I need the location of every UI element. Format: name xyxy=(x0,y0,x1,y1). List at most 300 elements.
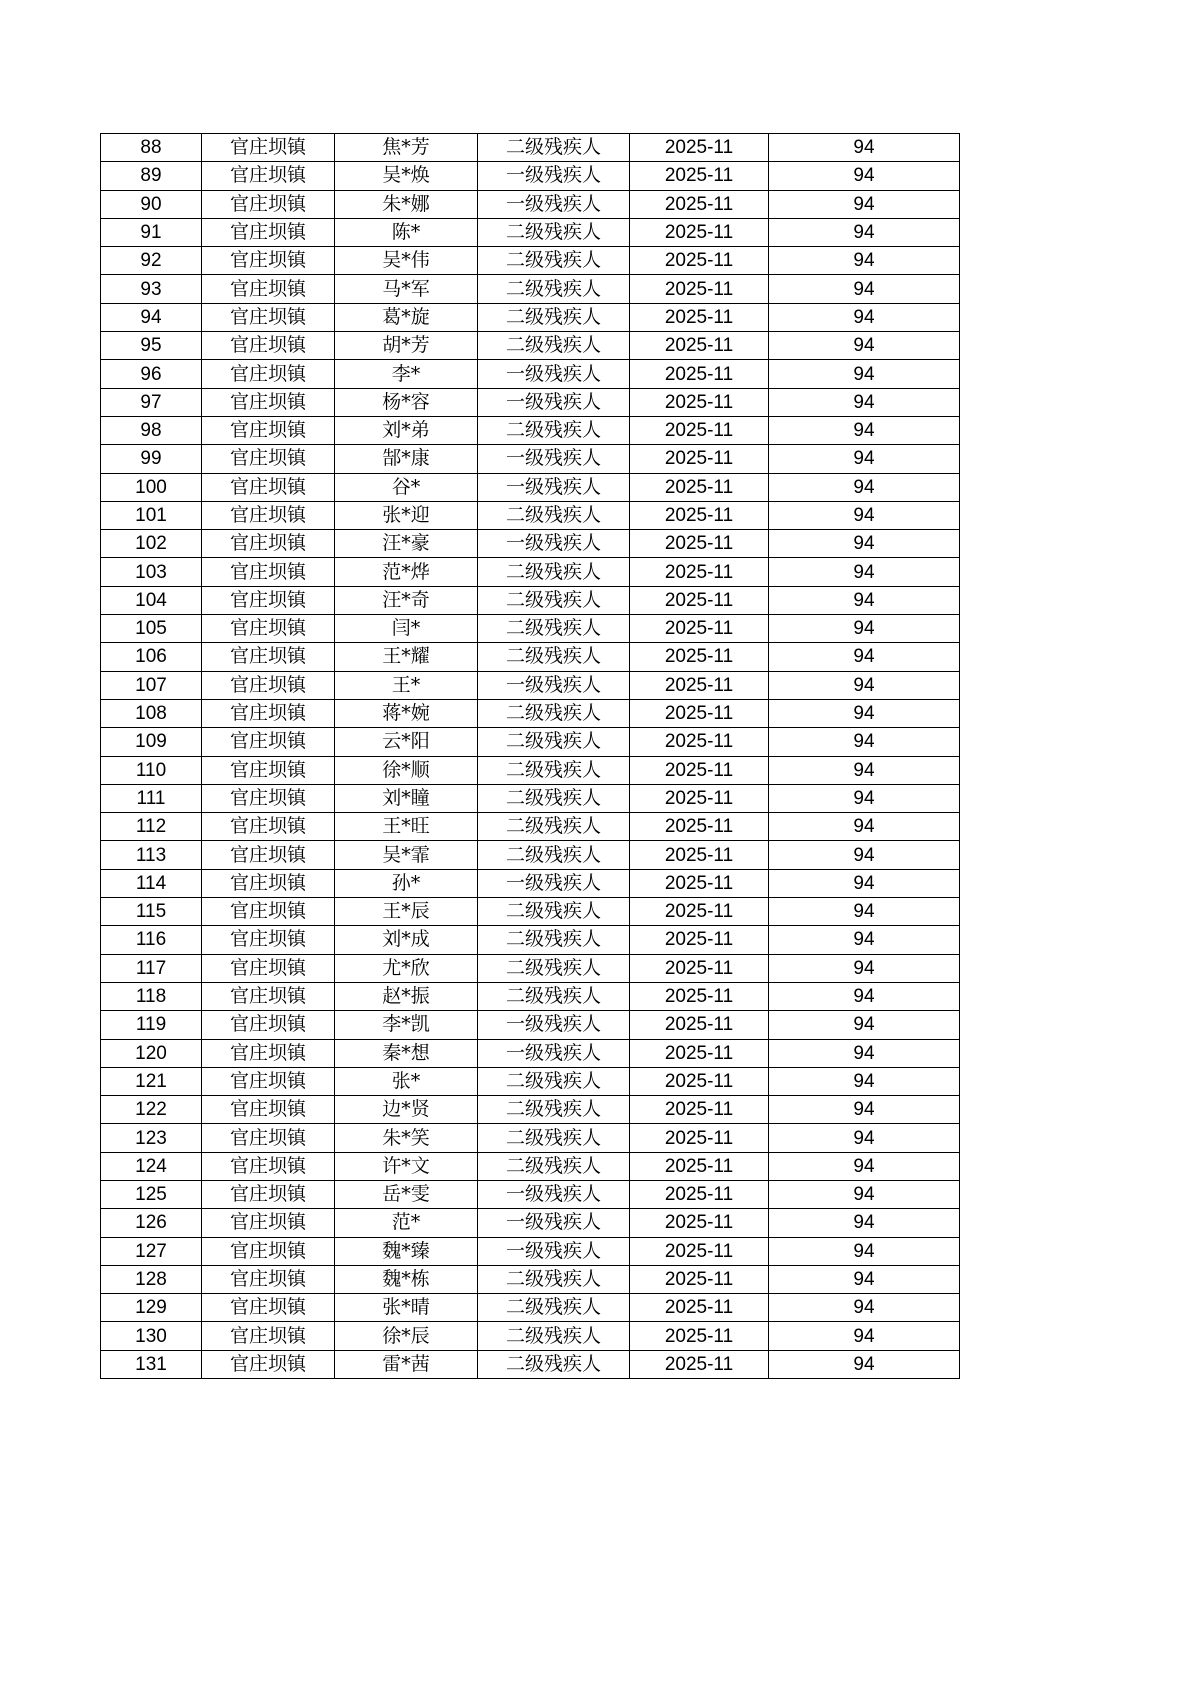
cell-disability-level: 二级残疾人 xyxy=(478,416,630,444)
cell-town: 官庄坝镇 xyxy=(202,162,335,190)
table-row xyxy=(101,926,960,954)
table-row xyxy=(101,218,960,246)
cell-town: 官庄坝镇 xyxy=(202,360,335,388)
cell-town: 官庄坝镇 xyxy=(202,1265,335,1293)
cell-disability-level: 二级残疾人 xyxy=(478,134,630,162)
cell-amount: 94 xyxy=(769,303,960,331)
cell-town: 官庄坝镇 xyxy=(202,926,335,954)
cell-serial-number: 99 xyxy=(101,445,202,473)
cell-amount: 94 xyxy=(769,558,960,586)
cell-serial-number: 111 xyxy=(101,784,202,812)
cell-month: 2025-11 xyxy=(630,501,769,529)
cell-person-name: 陈* xyxy=(335,218,478,246)
cell-serial-number: 102 xyxy=(101,530,202,558)
cell-person-name: 徐*辰 xyxy=(335,1322,478,1350)
cell-serial-number: 131 xyxy=(101,1350,202,1378)
cell-amount: 94 xyxy=(769,898,960,926)
cell-person-name: 王*耀 xyxy=(335,643,478,671)
cell-amount: 94 xyxy=(769,671,960,699)
cell-serial-number: 98 xyxy=(101,416,202,444)
table-row xyxy=(101,162,960,190)
cell-serial-number: 127 xyxy=(101,1237,202,1265)
cell-amount: 94 xyxy=(769,445,960,473)
cell-person-name: 魏*臻 xyxy=(335,1237,478,1265)
cell-disability-level: 一级残疾人 xyxy=(478,1209,630,1237)
cell-town: 官庄坝镇 xyxy=(202,1152,335,1180)
cell-month: 2025-11 xyxy=(630,982,769,1010)
cell-month: 2025-11 xyxy=(630,445,769,473)
cell-month: 2025-11 xyxy=(630,1350,769,1378)
cell-disability-level: 二级残疾人 xyxy=(478,1294,630,1322)
table-row xyxy=(101,388,960,416)
cell-serial-number: 104 xyxy=(101,586,202,614)
table-row xyxy=(101,586,960,614)
cell-person-name: 范* xyxy=(335,1209,478,1237)
table-row xyxy=(101,1011,960,1039)
cell-town: 官庄坝镇 xyxy=(202,784,335,812)
cell-person-name: 孙* xyxy=(335,869,478,897)
cell-person-name: 徐*顺 xyxy=(335,756,478,784)
cell-amount: 94 xyxy=(769,134,960,162)
cell-serial-number: 129 xyxy=(101,1294,202,1322)
cell-month: 2025-11 xyxy=(630,360,769,388)
cell-person-name: 李*凯 xyxy=(335,1011,478,1039)
table-row xyxy=(101,898,960,926)
cell-person-name: 赵*振 xyxy=(335,982,478,1010)
cell-person-name: 葛*旋 xyxy=(335,303,478,331)
cell-serial-number: 105 xyxy=(101,615,202,643)
cell-disability-level: 二级残疾人 xyxy=(478,275,630,303)
cell-month: 2025-11 xyxy=(630,134,769,162)
cell-disability-level: 二级残疾人 xyxy=(478,699,630,727)
cell-amount: 94 xyxy=(769,643,960,671)
table-row xyxy=(101,841,960,869)
cell-month: 2025-11 xyxy=(630,1294,769,1322)
cell-month: 2025-11 xyxy=(630,728,769,756)
cell-amount: 94 xyxy=(769,332,960,360)
table-row xyxy=(101,558,960,586)
cell-amount: 94 xyxy=(769,473,960,501)
subsidy-table xyxy=(100,133,960,1379)
cell-disability-level: 二级残疾人 xyxy=(478,784,630,812)
cell-person-name: 王*辰 xyxy=(335,898,478,926)
cell-amount: 94 xyxy=(769,728,960,756)
cell-month: 2025-11 xyxy=(630,954,769,982)
cell-disability-level: 一级残疾人 xyxy=(478,1011,630,1039)
cell-month: 2025-11 xyxy=(630,784,769,812)
cell-disability-level: 二级残疾人 xyxy=(478,1152,630,1180)
cell-person-name: 王* xyxy=(335,671,478,699)
cell-amount: 94 xyxy=(769,1124,960,1152)
cell-disability-level: 二级残疾人 xyxy=(478,558,630,586)
cell-person-name: 朱*娜 xyxy=(335,190,478,218)
cell-month: 2025-11 xyxy=(630,558,769,586)
cell-town: 官庄坝镇 xyxy=(202,445,335,473)
cell-disability-level: 二级残疾人 xyxy=(478,954,630,982)
cell-serial-number: 120 xyxy=(101,1039,202,1067)
cell-person-name: 胡*芳 xyxy=(335,332,478,360)
cell-person-name: 魏*栋 xyxy=(335,1265,478,1293)
cell-town: 官庄坝镇 xyxy=(202,615,335,643)
cell-town: 官庄坝镇 xyxy=(202,473,335,501)
cell-amount: 94 xyxy=(769,501,960,529)
cell-month: 2025-11 xyxy=(630,1124,769,1152)
cell-amount: 94 xyxy=(769,416,960,444)
cell-disability-level: 一级残疾人 xyxy=(478,671,630,699)
cell-person-name: 朱*笑 xyxy=(335,1124,478,1152)
cell-person-name: 马*军 xyxy=(335,275,478,303)
table-row xyxy=(101,1096,960,1124)
cell-person-name: 秦*想 xyxy=(335,1039,478,1067)
cell-serial-number: 117 xyxy=(101,954,202,982)
table-row xyxy=(101,671,960,699)
cell-amount: 94 xyxy=(769,1209,960,1237)
cell-month: 2025-11 xyxy=(630,1322,769,1350)
cell-month: 2025-11 xyxy=(630,1152,769,1180)
table-row xyxy=(101,954,960,982)
cell-amount: 94 xyxy=(769,1265,960,1293)
cell-serial-number: 122 xyxy=(101,1096,202,1124)
cell-amount: 94 xyxy=(769,218,960,246)
cell-amount: 94 xyxy=(769,247,960,275)
cell-town: 官庄坝镇 xyxy=(202,671,335,699)
cell-person-name: 谷* xyxy=(335,473,478,501)
cell-disability-level: 二级残疾人 xyxy=(478,1350,630,1378)
cell-amount: 94 xyxy=(769,586,960,614)
cell-month: 2025-11 xyxy=(630,247,769,275)
cell-serial-number: 128 xyxy=(101,1265,202,1293)
table-row xyxy=(101,445,960,473)
cell-disability-level: 一级残疾人 xyxy=(478,162,630,190)
table-row xyxy=(101,728,960,756)
cell-month: 2025-11 xyxy=(630,530,769,558)
table-row xyxy=(101,1237,960,1265)
cell-person-name: 郜*康 xyxy=(335,445,478,473)
cell-month: 2025-11 xyxy=(630,615,769,643)
cell-serial-number: 126 xyxy=(101,1209,202,1237)
cell-serial-number: 121 xyxy=(101,1067,202,1095)
cell-amount: 94 xyxy=(769,1096,960,1124)
cell-serial-number: 112 xyxy=(101,813,202,841)
cell-month: 2025-11 xyxy=(630,388,769,416)
cell-disability-level: 一级残疾人 xyxy=(478,1039,630,1067)
table-row xyxy=(101,303,960,331)
cell-amount: 94 xyxy=(769,982,960,1010)
cell-amount: 94 xyxy=(769,275,960,303)
table-row xyxy=(101,501,960,529)
cell-amount: 94 xyxy=(769,1237,960,1265)
cell-month: 2025-11 xyxy=(630,473,769,501)
cell-disability-level: 二级残疾人 xyxy=(478,247,630,275)
cell-town: 官庄坝镇 xyxy=(202,218,335,246)
cell-serial-number: 108 xyxy=(101,699,202,727)
cell-person-name: 吴*霏 xyxy=(335,841,478,869)
cell-person-name: 边*贤 xyxy=(335,1096,478,1124)
cell-month: 2025-11 xyxy=(630,416,769,444)
table-row xyxy=(101,643,960,671)
table-row xyxy=(101,1067,960,1095)
cell-disability-level: 一级残疾人 xyxy=(478,445,630,473)
cell-month: 2025-11 xyxy=(630,1096,769,1124)
cell-month: 2025-11 xyxy=(630,303,769,331)
table-row xyxy=(101,813,960,841)
cell-amount: 94 xyxy=(769,699,960,727)
cell-amount: 94 xyxy=(769,869,960,897)
cell-serial-number: 100 xyxy=(101,473,202,501)
cell-town: 官庄坝镇 xyxy=(202,954,335,982)
cell-serial-number: 101 xyxy=(101,501,202,529)
cell-disability-level: 一级残疾人 xyxy=(478,869,630,897)
table-body xyxy=(101,134,960,1379)
cell-serial-number: 123 xyxy=(101,1124,202,1152)
table-row xyxy=(101,360,960,388)
cell-month: 2025-11 xyxy=(630,1237,769,1265)
cell-disability-level: 二级残疾人 xyxy=(478,728,630,756)
cell-town: 官庄坝镇 xyxy=(202,247,335,275)
cell-person-name: 李* xyxy=(335,360,478,388)
table-row xyxy=(101,756,960,784)
cell-person-name: 吴*焕 xyxy=(335,162,478,190)
cell-amount: 94 xyxy=(769,813,960,841)
table-row xyxy=(101,1265,960,1293)
cell-amount: 94 xyxy=(769,1067,960,1095)
cell-town: 官庄坝镇 xyxy=(202,332,335,360)
cell-person-name: 张* xyxy=(335,1067,478,1095)
table-row xyxy=(101,982,960,1010)
cell-person-name: 杨*容 xyxy=(335,388,478,416)
table-row xyxy=(101,332,960,360)
table-row xyxy=(101,247,960,275)
cell-town: 官庄坝镇 xyxy=(202,898,335,926)
cell-person-name: 刘*弟 xyxy=(335,416,478,444)
cell-person-name: 许*文 xyxy=(335,1152,478,1180)
cell-town: 官庄坝镇 xyxy=(202,558,335,586)
cell-serial-number: 90 xyxy=(101,190,202,218)
table-row xyxy=(101,1180,960,1208)
table-row xyxy=(101,530,960,558)
cell-disability-level: 二级残疾人 xyxy=(478,813,630,841)
cell-town: 官庄坝镇 xyxy=(202,1124,335,1152)
cell-disability-level: 二级残疾人 xyxy=(478,332,630,360)
cell-amount: 94 xyxy=(769,360,960,388)
cell-month: 2025-11 xyxy=(630,1209,769,1237)
cell-town: 官庄坝镇 xyxy=(202,1350,335,1378)
cell-month: 2025-11 xyxy=(630,275,769,303)
cell-person-name: 焦*芳 xyxy=(335,134,478,162)
cell-serial-number: 94 xyxy=(101,303,202,331)
cell-disability-level: 一级残疾人 xyxy=(478,388,630,416)
table-row xyxy=(101,1322,960,1350)
cell-town: 官庄坝镇 xyxy=(202,1294,335,1322)
cell-town: 官庄坝镇 xyxy=(202,530,335,558)
cell-amount: 94 xyxy=(769,756,960,784)
cell-month: 2025-11 xyxy=(630,1265,769,1293)
cell-disability-level: 一级残疾人 xyxy=(478,530,630,558)
cell-serial-number: 107 xyxy=(101,671,202,699)
cell-person-name: 雷*茜 xyxy=(335,1350,478,1378)
table-row xyxy=(101,784,960,812)
table-row xyxy=(101,473,960,501)
cell-serial-number: 119 xyxy=(101,1011,202,1039)
cell-month: 2025-11 xyxy=(630,1039,769,1067)
table-row xyxy=(101,190,960,218)
cell-month: 2025-11 xyxy=(630,162,769,190)
cell-amount: 94 xyxy=(769,1180,960,1208)
cell-person-name: 张*迎 xyxy=(335,501,478,529)
cell-month: 2025-11 xyxy=(630,1011,769,1039)
cell-person-name: 闫* xyxy=(335,615,478,643)
cell-town: 官庄坝镇 xyxy=(202,813,335,841)
table-row xyxy=(101,1124,960,1152)
table-row xyxy=(101,699,960,727)
cell-disability-level: 二级残疾人 xyxy=(478,982,630,1010)
cell-town: 官庄坝镇 xyxy=(202,416,335,444)
cell-person-name: 尤*欣 xyxy=(335,954,478,982)
cell-town: 官庄坝镇 xyxy=(202,1067,335,1095)
cell-month: 2025-11 xyxy=(630,671,769,699)
cell-month: 2025-11 xyxy=(630,218,769,246)
table-row xyxy=(101,615,960,643)
cell-amount: 94 xyxy=(769,841,960,869)
cell-month: 2025-11 xyxy=(630,756,769,784)
cell-serial-number: 97 xyxy=(101,388,202,416)
cell-person-name: 汪*豪 xyxy=(335,530,478,558)
table-row xyxy=(101,1209,960,1237)
cell-amount: 94 xyxy=(769,1350,960,1378)
cell-town: 官庄坝镇 xyxy=(202,1322,335,1350)
table-row xyxy=(101,869,960,897)
cell-person-name: 刘*成 xyxy=(335,926,478,954)
cell-amount: 94 xyxy=(769,784,960,812)
cell-serial-number: 115 xyxy=(101,898,202,926)
cell-month: 2025-11 xyxy=(630,898,769,926)
cell-month: 2025-11 xyxy=(630,699,769,727)
table-row xyxy=(101,275,960,303)
cell-disability-level: 二级残疾人 xyxy=(478,643,630,671)
cell-disability-level: 二级残疾人 xyxy=(478,586,630,614)
cell-amount: 94 xyxy=(769,388,960,416)
cell-town: 官庄坝镇 xyxy=(202,275,335,303)
cell-amount: 94 xyxy=(769,615,960,643)
cell-town: 官庄坝镇 xyxy=(202,841,335,869)
cell-town: 官庄坝镇 xyxy=(202,756,335,784)
cell-serial-number: 109 xyxy=(101,728,202,756)
cell-person-name: 云*阳 xyxy=(335,728,478,756)
cell-town: 官庄坝镇 xyxy=(202,643,335,671)
cell-person-name: 蒋*婉 xyxy=(335,699,478,727)
cell-serial-number: 106 xyxy=(101,643,202,671)
cell-serial-number: 130 xyxy=(101,1322,202,1350)
table-row xyxy=(101,1350,960,1378)
cell-town: 官庄坝镇 xyxy=(202,1011,335,1039)
cell-amount: 94 xyxy=(769,190,960,218)
table-row xyxy=(101,416,960,444)
cell-month: 2025-11 xyxy=(630,841,769,869)
cell-disability-level: 二级残疾人 xyxy=(478,218,630,246)
cell-disability-level: 一级残疾人 xyxy=(478,1237,630,1265)
cell-amount: 94 xyxy=(769,1152,960,1180)
cell-serial-number: 95 xyxy=(101,332,202,360)
cell-month: 2025-11 xyxy=(630,869,769,897)
cell-amount: 94 xyxy=(769,1322,960,1350)
cell-disability-level: 二级残疾人 xyxy=(478,926,630,954)
cell-month: 2025-11 xyxy=(630,1180,769,1208)
cell-town: 官庄坝镇 xyxy=(202,586,335,614)
cell-town: 官庄坝镇 xyxy=(202,1039,335,1067)
cell-disability-level: 二级残疾人 xyxy=(478,898,630,926)
cell-person-name: 汪*奇 xyxy=(335,586,478,614)
cell-month: 2025-11 xyxy=(630,190,769,218)
cell-disability-level: 一级残疾人 xyxy=(478,360,630,388)
cell-amount: 94 xyxy=(769,1294,960,1322)
table-row xyxy=(101,134,960,162)
cell-serial-number: 114 xyxy=(101,869,202,897)
cell-disability-level: 一级残疾人 xyxy=(478,473,630,501)
cell-amount: 94 xyxy=(769,954,960,982)
table-row xyxy=(101,1294,960,1322)
cell-town: 官庄坝镇 xyxy=(202,699,335,727)
table-row xyxy=(101,1152,960,1180)
cell-amount: 94 xyxy=(769,530,960,558)
cell-month: 2025-11 xyxy=(630,1067,769,1095)
cell-serial-number: 91 xyxy=(101,218,202,246)
cell-person-name: 王*旺 xyxy=(335,813,478,841)
cell-serial-number: 116 xyxy=(101,926,202,954)
cell-month: 2025-11 xyxy=(630,586,769,614)
cell-town: 官庄坝镇 xyxy=(202,1209,335,1237)
cell-serial-number: 113 xyxy=(101,841,202,869)
cell-amount: 94 xyxy=(769,1039,960,1067)
cell-serial-number: 125 xyxy=(101,1180,202,1208)
cell-town: 官庄坝镇 xyxy=(202,134,335,162)
cell-serial-number: 118 xyxy=(101,982,202,1010)
cell-disability-level: 二级残疾人 xyxy=(478,501,630,529)
cell-disability-level: 二级残疾人 xyxy=(478,1265,630,1293)
cell-disability-level: 二级残疾人 xyxy=(478,1322,630,1350)
cell-amount: 94 xyxy=(769,1011,960,1039)
cell-disability-level: 二级残疾人 xyxy=(478,841,630,869)
cell-serial-number: 124 xyxy=(101,1152,202,1180)
cell-disability-level: 二级残疾人 xyxy=(478,1096,630,1124)
cell-town: 官庄坝镇 xyxy=(202,190,335,218)
cell-town: 官庄坝镇 xyxy=(202,303,335,331)
cell-month: 2025-11 xyxy=(630,643,769,671)
cell-town: 官庄坝镇 xyxy=(202,1180,335,1208)
cell-town: 官庄坝镇 xyxy=(202,1096,335,1124)
cell-disability-level: 一级残疾人 xyxy=(478,190,630,218)
cell-disability-level: 二级残疾人 xyxy=(478,1067,630,1095)
cell-disability-level: 二级残疾人 xyxy=(478,1124,630,1152)
cell-disability-level: 二级残疾人 xyxy=(478,615,630,643)
cell-month: 2025-11 xyxy=(630,332,769,360)
cell-serial-number: 88 xyxy=(101,134,202,162)
cell-town: 官庄坝镇 xyxy=(202,982,335,1010)
cell-town: 官庄坝镇 xyxy=(202,728,335,756)
cell-person-name: 吴*伟 xyxy=(335,247,478,275)
cell-person-name: 岳*雯 xyxy=(335,1180,478,1208)
cell-month: 2025-11 xyxy=(630,926,769,954)
cell-serial-number: 93 xyxy=(101,275,202,303)
cell-serial-number: 92 xyxy=(101,247,202,275)
table-row xyxy=(101,1039,960,1067)
cell-person-name: 范*烨 xyxy=(335,558,478,586)
cell-town: 官庄坝镇 xyxy=(202,388,335,416)
cell-disability-level: 一级残疾人 xyxy=(478,1180,630,1208)
cell-disability-level: 二级残疾人 xyxy=(478,756,630,784)
cell-town: 官庄坝镇 xyxy=(202,869,335,897)
cell-serial-number: 110 xyxy=(101,756,202,784)
cell-serial-number: 103 xyxy=(101,558,202,586)
